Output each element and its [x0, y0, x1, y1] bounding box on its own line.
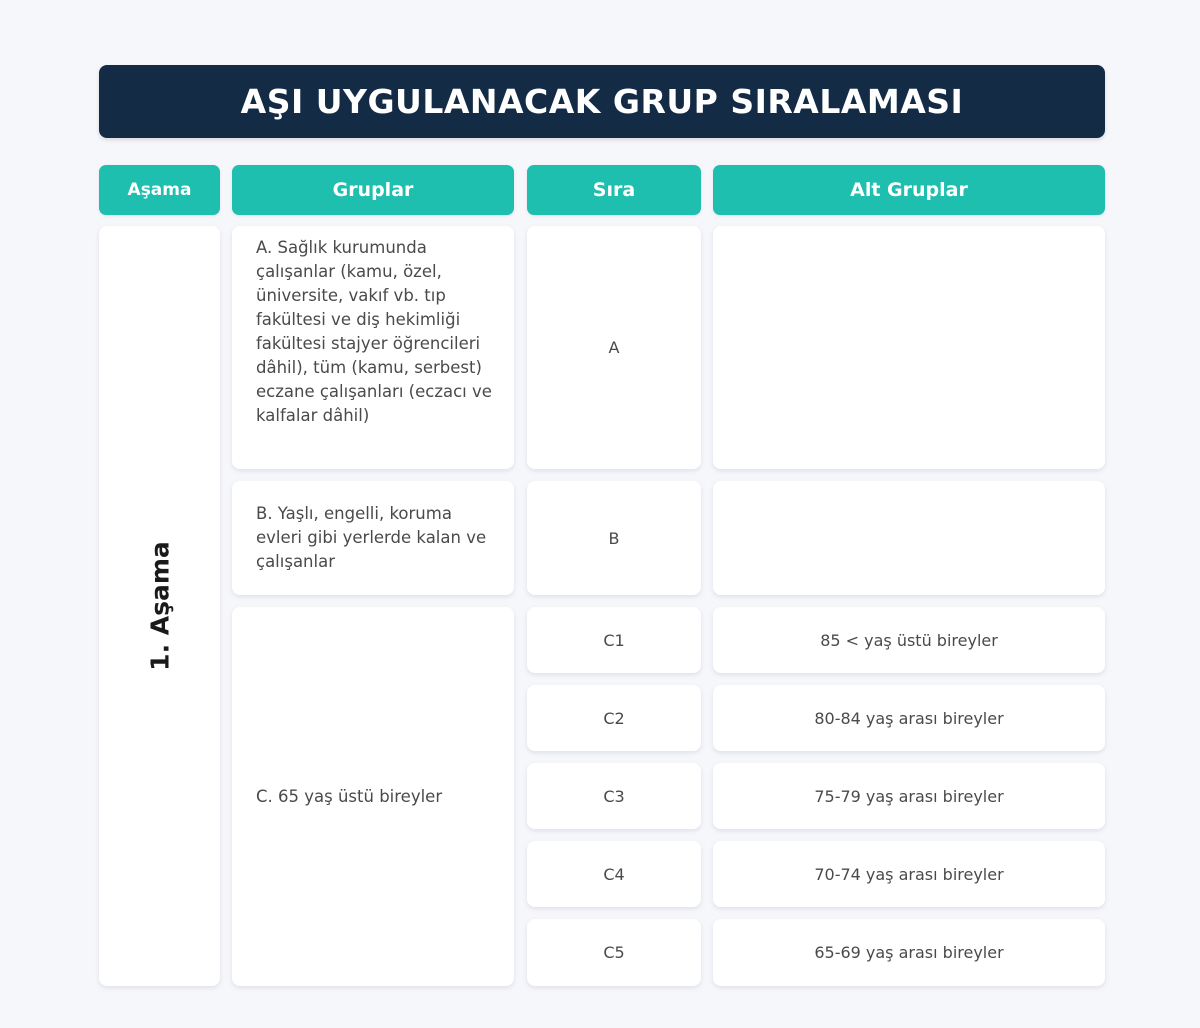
- header-subgroups: Alt Gruplar: [713, 165, 1105, 215]
- page-title: AŞI UYGULANACAK GRUP SIRALAMASI: [240, 82, 964, 121]
- stage-cell: [99, 226, 220, 986]
- order-c2-cell: [527, 685, 701, 751]
- subgroup-a-cell: [713, 226, 1105, 469]
- title-banner: [99, 65, 1105, 138]
- order-c4: C4: [603, 864, 625, 884]
- header-stage: Aşama: [99, 165, 220, 215]
- header-groups: Gruplar: [232, 165, 514, 215]
- group-c-text: C. 65 yaş üstü bireyler: [256, 787, 443, 806]
- order-c1: C1: [603, 630, 625, 650]
- order-c3-cell: [527, 763, 701, 829]
- order-a: A: [608, 338, 620, 357]
- order-a-cell: [527, 226, 701, 469]
- order-c5: C5: [603, 943, 625, 962]
- subgroup-c3-cell: [713, 763, 1105, 829]
- group-c-cell: [232, 607, 514, 986]
- subgroup-c3: 75-79 yaş arası bireyler: [814, 786, 1004, 806]
- order-c1-cell: [527, 607, 701, 673]
- subgroup-c2-cell: [713, 685, 1105, 751]
- subgroup-c2: 80-84 yaş arası bireyler: [814, 708, 1004, 728]
- group-a-cell: [232, 226, 514, 469]
- order-c2: C2: [603, 708, 625, 728]
- stage-label: 1. Aşama: [145, 541, 174, 671]
- order-c3: C3: [603, 786, 625, 806]
- group-a-text: A. Sağlık kurumunda çalışanlar (kamu, özel, üniversite, vakıf vb. tıp fakültesi ve diş hekimliği fakültesi stajyer öğrencileri dâhil), tüm (kamu, serbest) eczane çalışanları (eczacı ve kalfalar dâhil): [256, 238, 492, 425]
- order-c5-cell: [527, 919, 701, 986]
- group-b-text: B. Yaşlı, engelli, koruma evleri gibi yerlerde kalan ve çalışanlar: [256, 504, 487, 571]
- subgroup-c4-cell: [713, 841, 1105, 907]
- order-b: B: [608, 528, 620, 548]
- subgroup-b-cell: [713, 481, 1105, 595]
- order-b-cell: [527, 481, 701, 595]
- subgroup-c5-cell: [713, 919, 1105, 986]
- subgroup-c4: 70-74 yaş arası bireyler: [814, 864, 1004, 884]
- group-b-cell: [232, 481, 514, 595]
- header-order: Sıra: [527, 165, 701, 215]
- subgroup-c1: 85 < yaş üstü bireyler: [820, 630, 998, 650]
- order-c4-cell: [527, 841, 701, 907]
- subgroup-c1-cell: [713, 607, 1105, 673]
- subgroup-c5: 65-69 yaş arası bireyler: [814, 943, 1004, 962]
